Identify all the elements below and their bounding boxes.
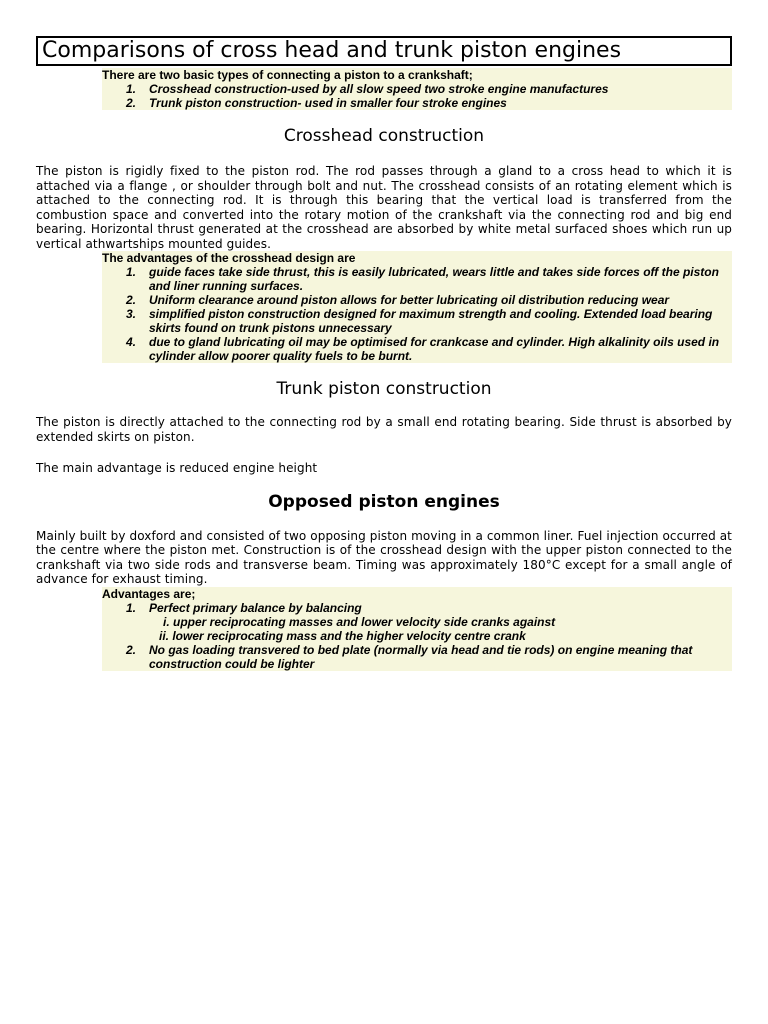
- trunk-heading: Trunk piston construction: [276, 379, 492, 399]
- crosshead-heading: Crosshead construction: [283, 126, 485, 146]
- list-number: 2.: [126, 642, 137, 657]
- crosshead-advantages-block: [102, 251, 732, 363]
- list-item: [102, 307, 732, 335]
- list-number: 2.: [126, 293, 137, 307]
- list-text: Crosshead construction-used by all slow speed two stroke engine manufactures: [149, 82, 609, 96]
- list-item: [102, 643, 732, 671]
- list-item: [102, 335, 732, 363]
- list-text: Trunk piston construction- used in smaller four stroke engines: [149, 96, 507, 110]
- list-number: 1.: [126, 82, 137, 96]
- opposed-paragraph: Mainly built by doxford and consisted of two opposing piston moving in a common liner. Fuel injection occurred at the centre where the piston met. Construction is of the crosshead design with the upper piston connected to the crankshaft via two side rods and transverse beam. Timing was approximately 180°C except for a small angle of advance for exhaust timing.: [36, 528, 732, 586]
- opposed-heading: Opposed piston engines: [268, 491, 500, 512]
- intro-list: [102, 82, 732, 110]
- intro-lead: There are two basic types of connecting a piston to a crankshaft;: [102, 68, 473, 82]
- list-text: guide faces take side thrust, this is easily lubricated, wears little and takes side forces off the piston and liner running surfaces.: [149, 265, 719, 293]
- crosshead-advantages-list: [102, 265, 732, 363]
- opposed-advantages-list: [102, 601, 732, 615]
- list-item: [102, 82, 732, 96]
- list-item: [102, 293, 732, 307]
- sub-item-i: i. upper reciprocating masses and lower velocity side cranks against: [163, 614, 556, 629]
- list-text: Perfect primary balance by balancing: [149, 600, 362, 615]
- crosshead-paragraph: The piston is rigidly fixed to the piston rod. The rod passes through a gland to a cross head to which it is attached via a flange , or shoulder through bolt and nut. The crosshead consists of an rotating element which is attached to the connecting rod. It is through this bearing that the vertical load is transferred from the combustion space and converted into the rotary motion of the crankshaft via the connecting rod and big end bearing. Horizontal thrust generated at the crosshead are absorbed by white metal surfaced shoes which run up vertical athwartships mounted guides.: [36, 164, 732, 251]
- list-number: 1.: [126, 265, 137, 279]
- opposed-advantages-list-2: [102, 643, 732, 671]
- list-number: 3.: [126, 307, 137, 321]
- document-page: [36, 36, 732, 671]
- opposed-advantages-block: [102, 587, 732, 671]
- trunk-main-advantage: The main advantage is reduced engine height: [36, 461, 318, 475]
- sub-item-ii: ii. lower reciprocating mass and the higher velocity centre crank: [159, 628, 526, 643]
- list-number: 1.: [126, 600, 137, 615]
- list-number: 2.: [126, 96, 137, 110]
- list-text: due to gland lubricating oil may be optimised for crankcase and cylinder. High alkalinity oils used in cylinder allow poorer quality fuels to be burnt.: [149, 335, 720, 363]
- list-text: Uniform clearance around piston allows for better lubricating oil distribution reducing wear: [149, 293, 670, 307]
- list-text: simplified piston construction designed for maximum strength and cooling. Extended load bearing skirts found on trunk pistons unnecessary: [149, 307, 713, 335]
- intro-block: [102, 68, 732, 110]
- opposed-advantages-lead: Advantages are;: [102, 586, 196, 601]
- list-item: [102, 601, 732, 615]
- list-item: [102, 265, 732, 293]
- trunk-paragraph: The piston is directly attached to the connecting rod by a small end rotating bearing. Side thrust is absorbed by extended skirts on piston.: [36, 415, 732, 444]
- page-title: Comparisons of cross head and trunk piston engines: [36, 36, 732, 66]
- list-item: [102, 96, 732, 110]
- list-text: No gas loading transvered to bed plate (normally via head and tie rods) on engine meaning that construction could be lighter: [149, 642, 693, 671]
- crosshead-advantages-lead: The advantages of the crosshead design are: [102, 251, 356, 265]
- list-number: 4.: [126, 335, 137, 349]
